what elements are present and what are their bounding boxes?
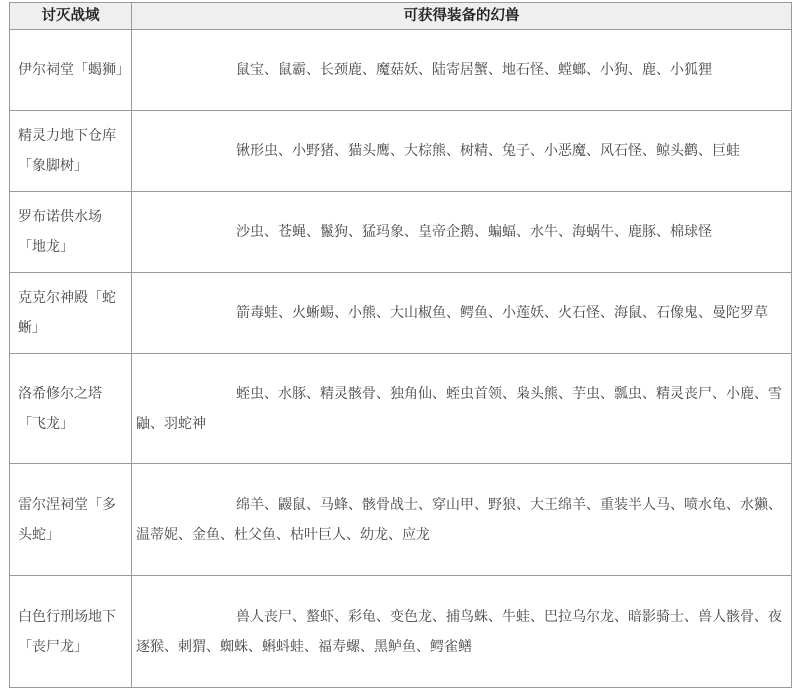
- column-header-beasts: 可获得装备的幻兽: [132, 3, 792, 30]
- area-cell: 洛希修尔之塔「飞龙」: [10, 354, 132, 464]
- area-cell: 精灵力地下仓库「象脚树」: [10, 111, 132, 192]
- beasts-cell: 鼠宝、鼠霸、长颈鹿、魔菇妖、陆寄居蟹、地石怪、螳螂、小狗、鹿、小狐狸: [132, 30, 792, 111]
- beasts-cell: 箭毒蛙、火蜥蜴、小熊、大山椒鱼、鳄鱼、小莲妖、火石怪、海鼠、石像鬼、曼陀罗草: [132, 273, 792, 354]
- area-cell: 白色行刑场地下「丧尸龙」: [10, 576, 132, 688]
- table-row: [10, 111, 792, 192]
- table-header-row: [10, 3, 792, 30]
- table-row: [10, 30, 792, 111]
- table-row: [10, 464, 792, 576]
- area-cell: 克克尔神殿「蛇蜥」: [10, 273, 132, 354]
- table-row: [10, 354, 792, 464]
- area-cell: 罗布诺供水场「地龙」: [10, 192, 132, 273]
- table-row: [10, 576, 792, 688]
- beasts-cell: 蛭虫、水豚、精灵骸骨、独角仙、蛭虫首领、枭头熊、芋虫、瓢虫、精灵丧尸、小鹿、雪鼬、羽蛇神: [132, 354, 792, 464]
- table-row: [10, 192, 792, 273]
- column-header-area: 讨灭战域: [10, 3, 132, 30]
- beasts-cell: 兽人丧尸、螯虾、彩龟、变色龙、捕鸟蛛、牛蛙、巴拉乌尔龙、暗影骑士、兽人骸骨、夜逐猴、刺猬、蜘蛛、蝌蚪蛙、福寿螺、黑鲈鱼、鳄雀鳝: [132, 576, 792, 688]
- area-cell: 伊尔祠堂「蝎狮」: [10, 30, 132, 111]
- beast-equipment-table: [9, 2, 792, 688]
- beasts-cell: 锹形虫、小野猪、猫头鹰、大棕熊、树精、兔子、小恶魔、风石怪、鲸头鹳、巨蛙: [132, 111, 792, 192]
- beasts-cell: 绵羊、鼹鼠、马蜂、骸骨战士、穿山甲、野狼、大王绵羊、重装半人马、喷水龟、水獭、温蒂妮、金鱼、杜父鱼、枯叶巨人、幼龙、应龙: [132, 464, 792, 576]
- area-cell: 雷尔涅祠堂「多头蛇」: [10, 464, 132, 576]
- beasts-cell: 沙虫、苍蝇、鬣狗、猛玛象、皇帝企鹅、蝙蝠、水牛、海蜗牛、鹿豚、棉球怪: [132, 192, 792, 273]
- table-row: [10, 273, 792, 354]
